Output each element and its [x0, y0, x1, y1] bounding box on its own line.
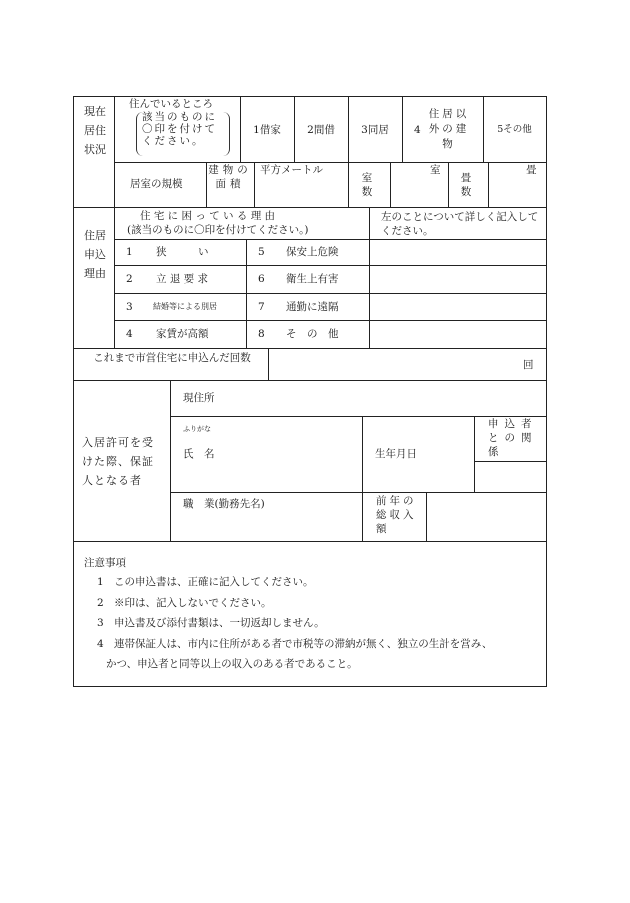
option-other: 5その他 [497, 124, 532, 135]
note-2-number: 2 [97, 597, 104, 609]
detail-header: 左のことについて詳しく記入してください。 [381, 211, 539, 237]
guarantor-occupation-label: 職 業(勤務先名) [183, 498, 265, 510]
reason-5-label: 保安上危険 [286, 246, 339, 258]
reason-detail-divider [369, 207, 370, 349]
reason-3-number: 3 [126, 301, 133, 313]
reason-7-label: 通勤に遠隔 [286, 301, 339, 313]
reason-side-divider [114, 207, 115, 349]
area-col-6 [488, 162, 489, 208]
option-cohabit: 3同居 [361, 124, 389, 136]
note-3-text: 申込書及び添付書類は、一切返却しません。 [114, 617, 325, 629]
divider-guarantor-notes [73, 541, 547, 542]
reason-4-label: 家賃が高額 [156, 328, 209, 340]
border-top [73, 96, 547, 97]
note-4-number: 4 [97, 638, 104, 650]
option-non-residential: 住居以外の建物 [428, 108, 470, 150]
reason-side-label: 住居申込理由 [84, 229, 106, 280]
room-unit: 室 [430, 164, 441, 176]
reason-row-1 [114, 239, 547, 240]
reason-8-label: そ の 他 [286, 328, 339, 340]
guarantor-birthdate-label: 生年月日 [375, 448, 417, 460]
residence-col-4 [402, 96, 403, 163]
guarantor-furigana-label: ふりがな [183, 425, 211, 433]
reason-header-main: 住 宅 に 困 っ て い る 理 由 [140, 210, 276, 222]
tatami-unit: 畳 [526, 164, 537, 176]
reason-row-3 [114, 293, 547, 294]
guarantor-name-label: 氏 名 [183, 448, 215, 460]
reason-7-number: 7 [258, 301, 265, 313]
reason-1-label: 狭 い [156, 246, 209, 258]
reason-2-label: 立 退 要 求 [156, 273, 209, 285]
reason-row-2 [114, 265, 547, 266]
note-1-number: 1 [97, 576, 104, 588]
relation-row [474, 461, 547, 462]
reason-4-number: 4 [126, 328, 133, 340]
guarantor-income-label: 前年の総収入額 [376, 495, 417, 535]
reason-2-number: 2 [126, 273, 133, 285]
guarantor-relation-label: 申込者との関係 [488, 418, 538, 458]
reason-header-sub: (該当のものに〇印を付けてください。) [127, 224, 309, 236]
option-rent-house: 1借家 [253, 124, 281, 136]
divider-residence-reason [73, 207, 547, 208]
room-scale-label: 居室の規模 [130, 178, 183, 190]
residence-side-label: 現在居住状況 [84, 105, 106, 156]
border-bottom [73, 686, 547, 687]
previous-divider [268, 348, 269, 381]
note-2-text: ※印は、記入しないでください。 [114, 597, 272, 609]
reason-row-4 [114, 320, 547, 321]
current-place-label: 住んでいるところ [129, 98, 213, 110]
rooms-count-label: 室数 [361, 172, 373, 198]
reason-1-number: 1 [126, 246, 133, 258]
note-4-continuation: かつ、申込者と同等以上の収入のある者であること。 [106, 658, 358, 670]
divider-previous-guarantor [73, 380, 547, 381]
reason-6-number: 6 [258, 273, 265, 285]
area-col-3 [348, 162, 349, 208]
tatami-count-label: 畳数 [460, 172, 472, 198]
area-col-5 [448, 162, 449, 208]
notes-title: 注意事項 [84, 557, 126, 569]
note-1-text: この申込書は、正確に記入してください。 [114, 576, 314, 588]
reason-pair-divider [246, 239, 247, 349]
border-left [73, 96, 74, 687]
note-3-number: 3 [97, 617, 104, 629]
option-4-number: 4 [414, 124, 421, 136]
previous-applications-label: これまで市営住宅に申込んだ回数 [93, 352, 251, 364]
reason-3-label: 結婚等による別居 [153, 302, 217, 311]
area-col-4 [390, 162, 391, 208]
guarantor-side-divider [170, 380, 171, 542]
guarantor-address-label: 現住所 [183, 392, 215, 404]
area-col-1 [206, 162, 207, 208]
area-col-2 [254, 162, 255, 208]
reason-5-number: 5 [258, 246, 265, 258]
square-meter-label: 平方メートル [260, 164, 323, 176]
building-area-label: 建物の面積 [208, 164, 252, 190]
border-right [546, 96, 547, 687]
guarantor-row-2 [170, 492, 547, 493]
previous-applications-unit: 回 [523, 359, 534, 371]
residence-side-divider [114, 96, 115, 208]
divider-reason-previous [73, 348, 547, 349]
reason-8-number: 8 [258, 328, 265, 340]
guarantor-col-1 [362, 416, 363, 542]
guarantor-col-2 [474, 416, 475, 493]
note-4-text: 連帯保証人は、市内に住所がある者で市税等の滞納が無く、独立の生計を営み、 [114, 638, 493, 650]
guarantor-side-label: 入居許可を受けた際、保証人となる者 [82, 436, 154, 487]
instruction-text: 該当のものに〇印を付けてください。 [142, 111, 217, 147]
guarantor-col-3 [426, 492, 427, 542]
reason-6-label: 衛生上有害 [286, 273, 339, 285]
option-room-rent: 2間借 [307, 124, 335, 136]
